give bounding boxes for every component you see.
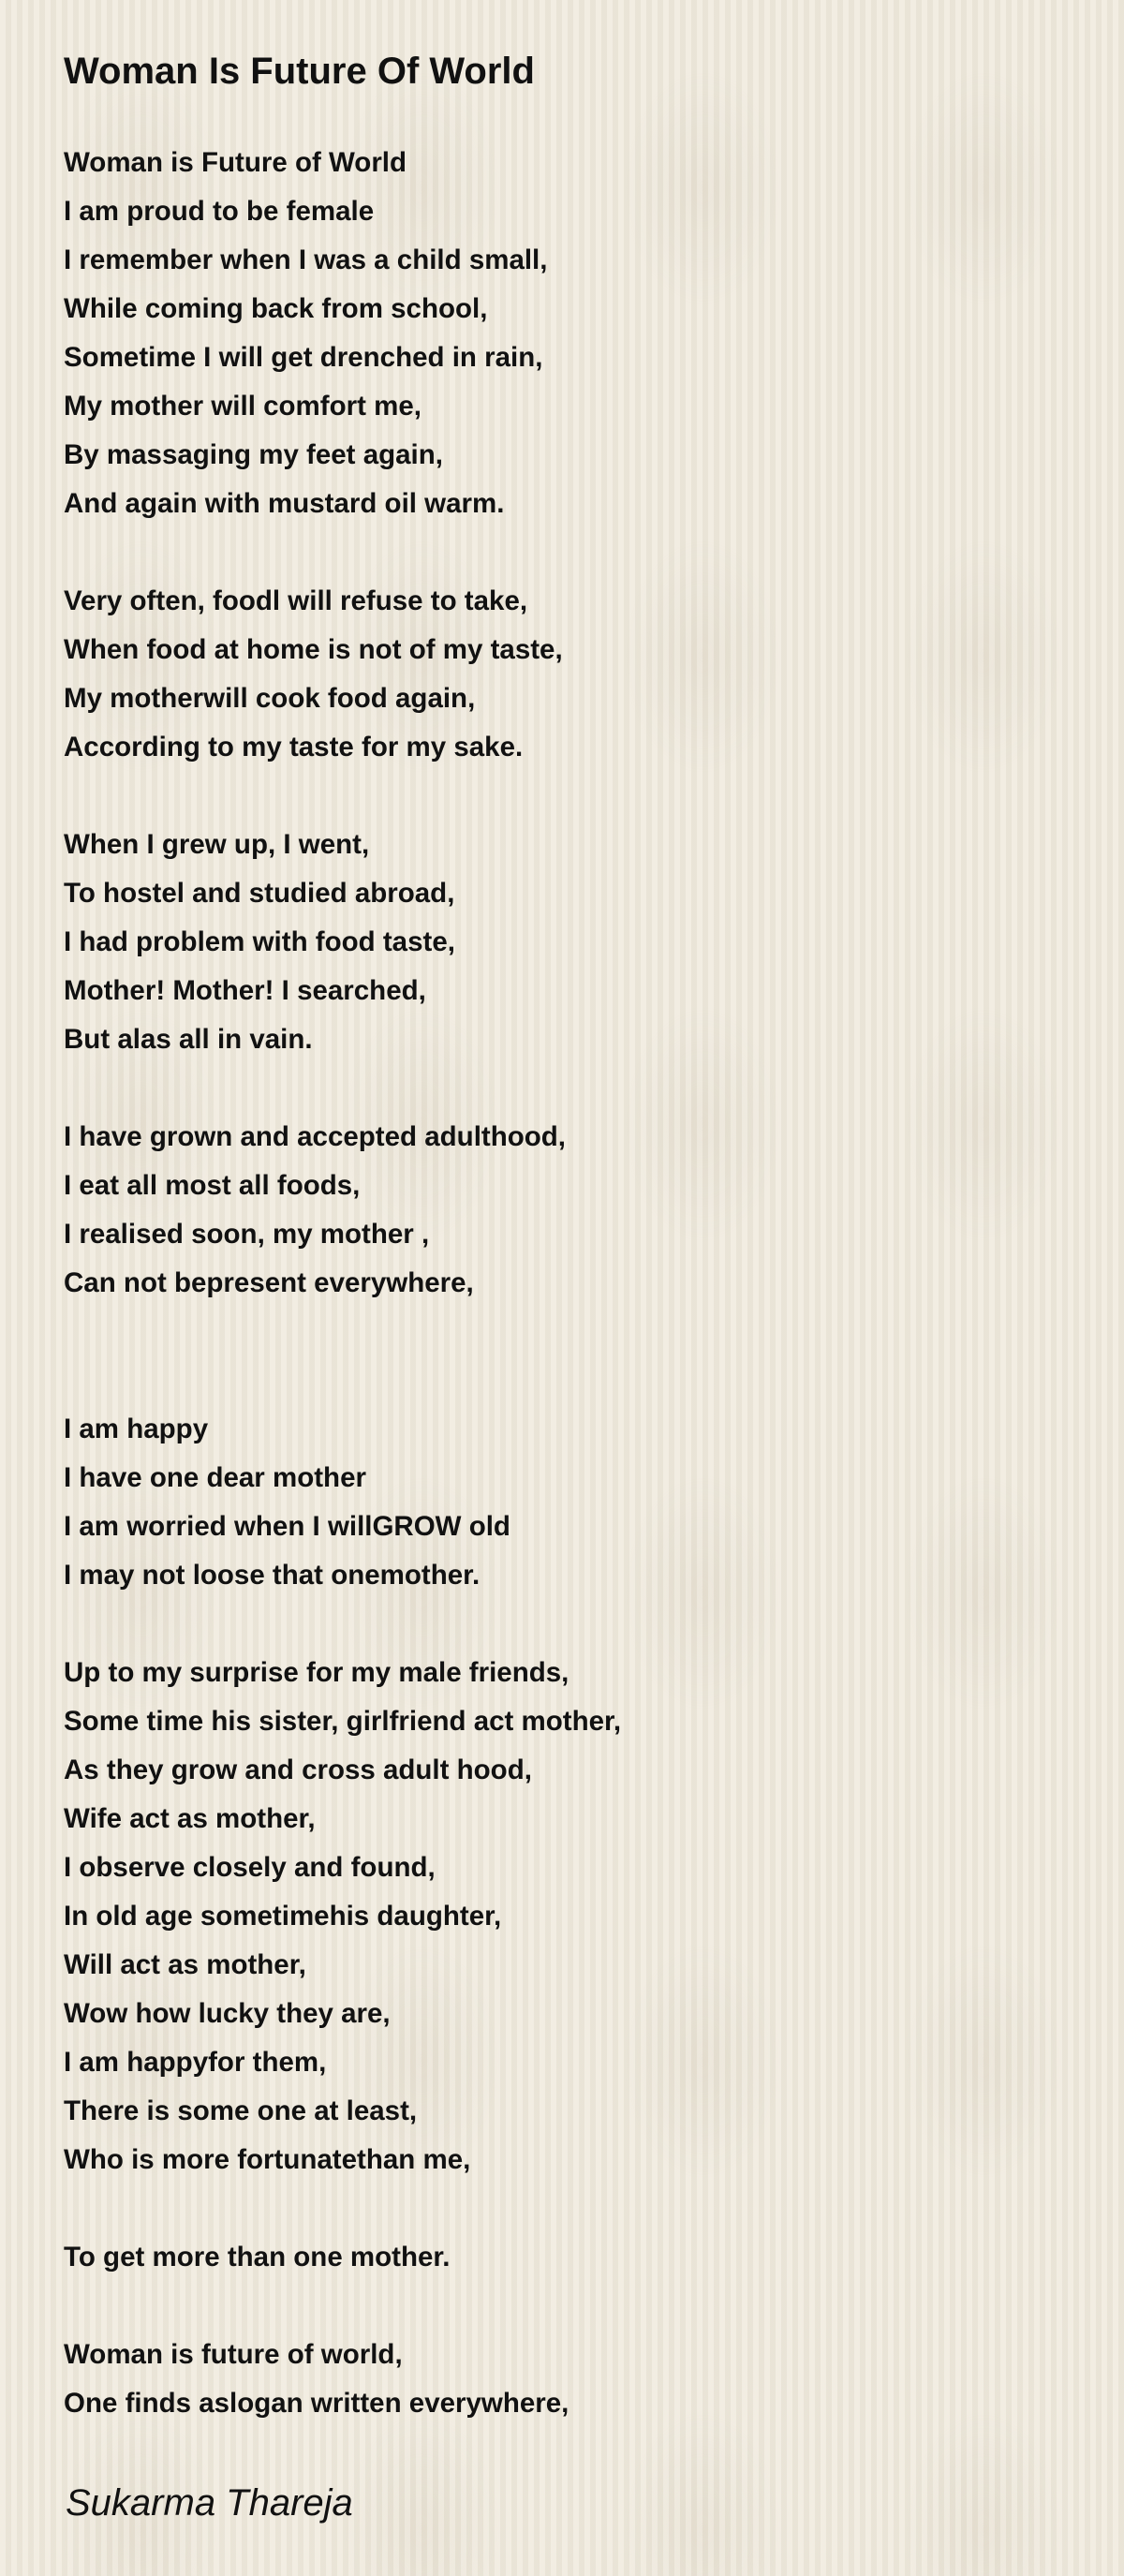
stanza-break — [64, 1308, 1075, 1356]
poem-line: I may not loose that onemother. — [64, 1560, 481, 1591]
poem-line: Some time his sister, girlfriend act mother, — [64, 1706, 622, 1737]
poem-line: I have one dear mother — [64, 1462, 366, 1493]
poem-line: Can not bepresent everywhere, — [64, 1267, 474, 1298]
poem-line: I realised soon, my mother , — [64, 1219, 430, 1250]
poem-line: And again with mustard oil warm. — [64, 488, 505, 519]
poem-body — [64, 139, 1075, 2428]
stanza-break — [64, 528, 1075, 577]
stanza-break — [64, 1356, 1075, 1405]
poem-line: My mother will comfort me, — [64, 391, 422, 422]
poem-line: Up to my surprise for my male friends, — [64, 1657, 569, 1688]
poem-line: When I grew up, I went, — [64, 829, 370, 860]
poem-line: Woman is Future of World — [64, 147, 407, 178]
poem-line: As they grow and cross adult hood, — [64, 1754, 532, 1785]
poem-line: To get more than one mother. — [64, 2242, 451, 2273]
poem-line: Sometime I will get drenched in rain, — [64, 342, 543, 373]
poem-line: One finds aslogan written everywhere, — [64, 2388, 569, 2419]
poem-line: There is some one at least, — [64, 2095, 418, 2126]
stanza-break — [64, 1064, 1075, 1113]
poem-line: By massaging my feet again, — [64, 439, 443, 470]
poem-line: I remember when I was a child small, — [64, 244, 548, 275]
poem-line: I am happyfor them, — [64, 2047, 327, 2078]
poem-line: I had problem with food taste, — [64, 926, 455, 957]
poem-line: Wife act as mother, — [64, 1803, 316, 1834]
poem-line: I am happy — [64, 1414, 209, 1444]
stanza-break — [64, 2282, 1075, 2331]
stanza-break — [64, 1600, 1075, 1649]
poem-line: When food at home is not of my taste, — [64, 634, 563, 665]
poem-line: But alas all in vain. — [64, 1024, 313, 1055]
poem-line: Will act as mother, — [64, 1949, 306, 1980]
poem-line: According to my taste for my sake. — [64, 732, 524, 762]
poem-line: I am proud to be female — [64, 196, 375, 227]
poem-line: I eat all most all foods, — [64, 1170, 361, 1201]
poem-line: While coming back from school, — [64, 293, 488, 324]
poem-line: Woman is future of world, — [64, 2339, 403, 2370]
poem-line: Wow how lucky they are, — [64, 1998, 391, 2029]
poem-line: In old age sometimehis daughter, — [64, 1901, 502, 1932]
poem-line: Very often, foodl will refuse to take, — [64, 585, 528, 616]
poem-line: I have grown and accepted adulthood, — [64, 1121, 566, 1152]
poem-title: Woman Is Future Of World — [64, 51, 535, 92]
poem-line: I observe closely and found, — [64, 1852, 436, 1883]
poem-line: Mother! Mother! I searched, — [64, 975, 426, 1006]
stanza-break — [64, 772, 1075, 821]
stanza-break — [64, 2184, 1075, 2233]
poem-line: I am worried when I willGROW old — [64, 1511, 510, 1542]
poem-line: To hostel and studied abroad, — [64, 878, 455, 909]
poem-line: My motherwill cook food again, — [64, 683, 476, 714]
poem-author: Sukarma Thareja — [66, 2482, 353, 2524]
poem-line: Who is more fortunatethan me, — [64, 2144, 471, 2175]
